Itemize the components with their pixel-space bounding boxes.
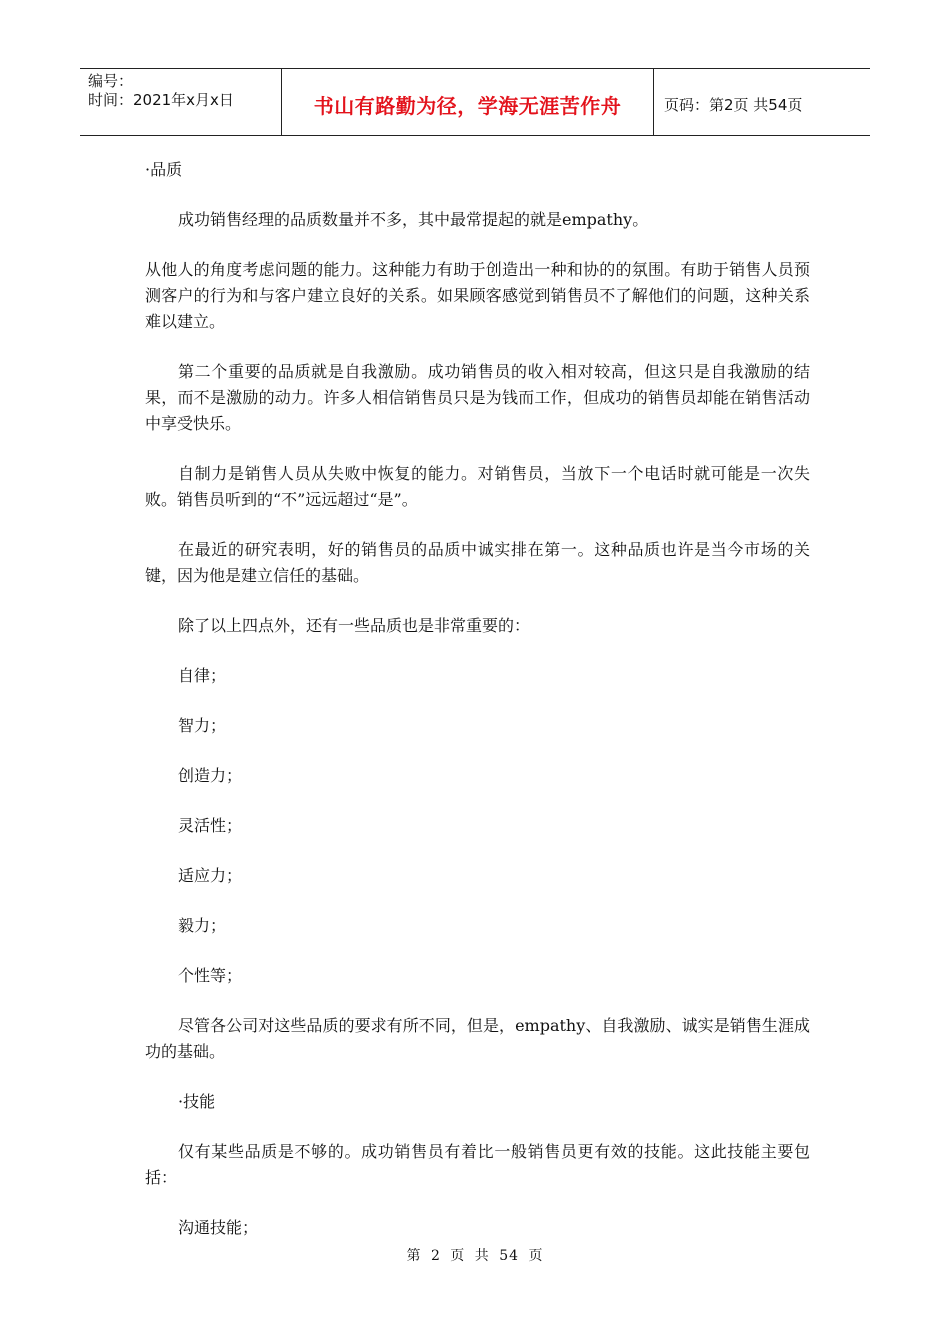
section-heading-skills: ·技能 xyxy=(178,1092,216,1111)
body-paragraph: 仅有某些品质是不够的。成功销售员有着比一般销售员更有效的技能。这此技能主要包括： xyxy=(145,1142,810,1187)
list-item: 灵活性； xyxy=(178,816,243,835)
document-body xyxy=(145,157,810,1265)
body-paragraph: 成功销售经理的品质数量并不多，其中最常提起的就是empathy。 xyxy=(178,210,649,229)
header-motto-cell xyxy=(282,69,654,135)
date-label: 时间：2021年x月x日 xyxy=(88,91,234,109)
list-item: 创造力； xyxy=(178,766,243,785)
list-item: 个性等； xyxy=(178,966,243,985)
list-item: 智力； xyxy=(178,716,227,735)
section-heading-quality: ·品质 xyxy=(145,160,183,179)
header-meta-cell xyxy=(80,69,282,135)
motto-text: 书山有路勤为径，学海无涯苦作舟 xyxy=(313,93,622,118)
page-footer: 第 2 页 共 54 页 xyxy=(406,1248,544,1264)
header-page-info: 页码：第2页 共54页 xyxy=(664,95,803,114)
page-header xyxy=(80,68,870,136)
header-page-cell xyxy=(654,69,870,135)
list-item: 沟通技能； xyxy=(178,1218,259,1237)
body-paragraph: 除了以上四点外，还有一些品质也是非常重要的： xyxy=(178,616,531,635)
list-item: 自律； xyxy=(178,666,227,685)
body-paragraph: 自制力是销售人员从失败中恢复的能力。对销售员，当放下一个电话时就可能是一次失败。销售员听到的“不”远远超过“是”。 xyxy=(145,464,810,509)
body-paragraph: 尽管各公司对这些品质的要求有所不同，但是，empathy、自我激励、诚实是销售生涯成功的基础。 xyxy=(145,1016,810,1061)
body-paragraph: 从他人的角度考虑问题的能力。这种能力有助于创造出一种和协的的氛围。有助于销售人员预测客户的行为和与客户建立良好的关系。如果顾客感觉到销售员不了解他们的问题，这种关系难以建立。 xyxy=(145,260,810,331)
list-item: 适应力； xyxy=(178,866,243,885)
body-paragraph: 第二个重要的品质就是自我激励。成功销售员的收入相对较高，但这只是自我激励的结果，而不是激励的动力。许多人相信销售员只是为钱而工作，但成功的销售员却能在销售活动中享受快乐。 xyxy=(145,362,810,433)
serial-number-label: 编号： xyxy=(88,72,134,90)
body-paragraph: 在最近的研究表明，好的销售员的品质中诚实排在第一。这种品质也许是当今市场的关键，因为他是建立信任的基础。 xyxy=(145,540,810,585)
list-item: 毅力； xyxy=(178,916,227,935)
